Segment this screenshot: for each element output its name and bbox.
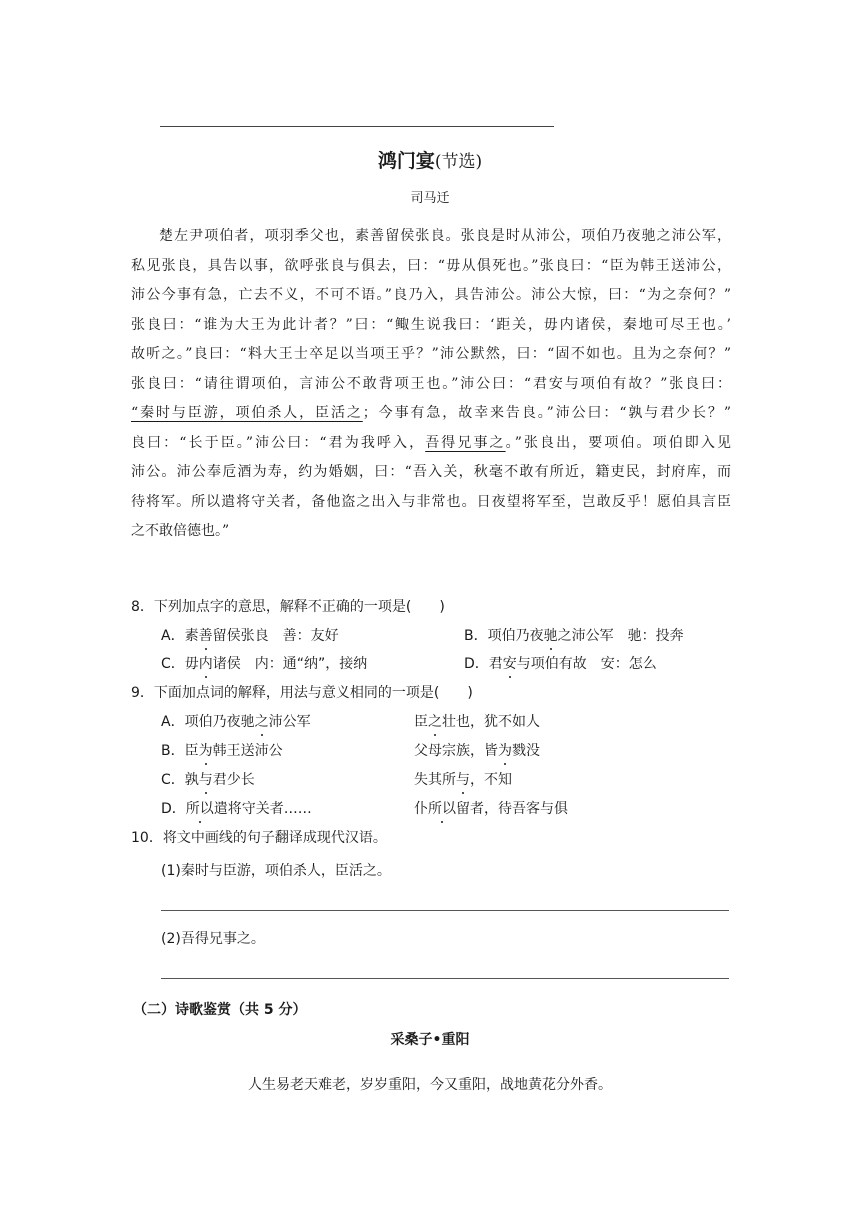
q9-option-left [161,770,255,790]
option-text: D． [161,801,186,817]
passage-text: 沛公。沛公奉卮酒为寿，约为婚姻，曰：“吾入关，秋毫不敢有所近，籍吏民，封府库，而 [131,464,731,480]
question-10-stem: 10．将文中画线的句子翻译成现代汉语。 [131,830,387,846]
q8-option-a: A．素善留侯张良 善：友好 [161,628,339,644]
answer-line-2[interactable] [161,978,729,979]
passage-line [131,252,731,282]
option-text: 沛公军 [268,714,311,730]
q8-option-b: B．项伯乃夜驰之沛公军 驰：投奔 [464,628,684,644]
option-text: 仆 [414,801,428,817]
option-text: 孰 [184,772,199,788]
q9-option-right [414,712,540,732]
passage-line [131,340,731,370]
passage-text: 沛公今事有急，亡去不义，不可不语。”良乃入，具告沛公。沛公大惊，曰：“为之奈何？” [131,287,731,303]
passage-text: 。”张良出，要项伯。项伯即入见 [505,434,731,451]
dotted-word: 与 [456,772,470,788]
option-text: 戮没 [512,743,540,759]
passage-text: ；今事有急，故幸来告良。”沛公曰：“孰与君少长？” [362,405,731,421]
dotted-char: 安 [502,656,517,672]
passage-line [131,488,731,518]
option-text: 臣 [414,714,428,730]
title-sub: (节选) [434,152,483,172]
q8-option-d: D．君安与项伯有故 安：怎么 [464,656,657,672]
passage-body [131,222,731,547]
option-text: 壮也，犹不如人 [442,714,540,730]
poem-line: 人生易老天难老，岁岁重阳，今又重阳，战地黄花分外香。 [248,1077,612,1093]
passage-text: 故听之。”良曰：“料大王士卒足以当项王乎？”沛公默然，曰：“固不如也。且为之奈何？” [131,346,731,362]
passage-text: 私见张良，具告以事，欲呼张良与俱去，曰：“毋从俱死也。”张良曰：“臣为韩王送沛公， [131,257,731,274]
q9-option-right [414,741,540,761]
option-text: 失其所 [414,772,456,788]
dotted-char: 驰 [543,628,558,644]
poem-title: 采桑子•重阳 [390,1032,470,1048]
dotted-char: 善 [198,628,213,644]
passage-text: 张良曰：“请往谓项伯，言沛公不敢背项王也。”沛公曰：“君安与项伯有故？”张良曰： [131,375,731,392]
title-main: 鸿门宴 [377,150,435,172]
author: 司马迁 [410,191,450,206]
passage-line [131,311,731,341]
passage-line [131,281,731,311]
q9-option-left [161,712,311,732]
passage-line [131,458,731,488]
question-9-stem: 9．下面加点词的解释，用法与意义相同的一项是( ) [131,685,473,701]
dotted-word: 之 [254,714,269,730]
q9-option-right [414,770,512,790]
underlined-sentence: “秦时与臣游，项伯杀人，臣活之 [131,405,363,421]
question-8-stem: 8．下列加点字的意思，解释不正确的一项是( ) [131,599,445,615]
option-text: 韩王送沛公 [212,743,283,759]
option-text: 留者，待吾客与俱 [456,801,568,817]
q10-sub-1: (1)秦时与臣游，项伯杀人，臣活之。 [161,863,391,879]
dotted-word: 为 [498,743,512,759]
q8-option-c: C．毋内诸侯 内：通“纳”，接纳 [161,656,368,672]
option-text: 君少长 [212,772,255,788]
option-text: C． [161,772,185,788]
q9-option-right [414,799,568,819]
underlined-sentence: 吾得兄事之 [425,434,506,451]
dotted-word: 与 [198,772,213,788]
q9-option-left [161,741,283,761]
passage-text: 张良曰：“谁为大王为此计者？”曰：“鲰生说我曰：‘距关，毋内诸侯，秦地可尽王也。’ [131,316,731,333]
q9-option-left [161,799,312,819]
option-text: A． [161,714,185,730]
answer-line-1[interactable] [161,910,729,911]
passage-line [131,517,731,547]
dotted-char: 内 [198,656,213,672]
header-rule [160,126,554,127]
option-text: ，不知 [470,772,512,788]
passage-text: 之不敢倍德也。” [131,523,230,539]
option-text: 遣将守关者…… [213,801,312,817]
passage-line [131,429,731,459]
option-text: 父母宗族，皆 [414,743,498,759]
passage-line [131,370,731,400]
dotted-word: 为 [198,743,213,759]
option-text: 项伯乃夜驰 [184,714,255,730]
passage-line [131,399,731,429]
passage-text: 待将军。所以遣将守关者，备他盗之出入与非常也。日夜望将军至，岂敢反乎！愿伯具言臣 [131,493,731,510]
option-text: B． [161,743,185,759]
dotted-word: 之 [428,714,442,730]
passage-text: 良曰：“长于臣。”沛公曰：“君为我呼入， [131,434,426,451]
passage-text: 楚左尹项伯者，项羽季父也，素善留侯张良。张良是时从沛公，项伯乃夜驰之沛公军， [159,228,731,244]
section-heading: （二）诗歌鉴赏（共 5 分） [133,1002,307,1018]
dotted-word: 所以 [185,801,214,817]
passage-title [0,148,860,175]
dotted-word: 所以 [428,801,456,817]
q10-sub-2: (2)吾得兄事之。 [161,931,265,947]
passage-line [131,222,731,252]
option-text: 臣 [184,743,199,759]
